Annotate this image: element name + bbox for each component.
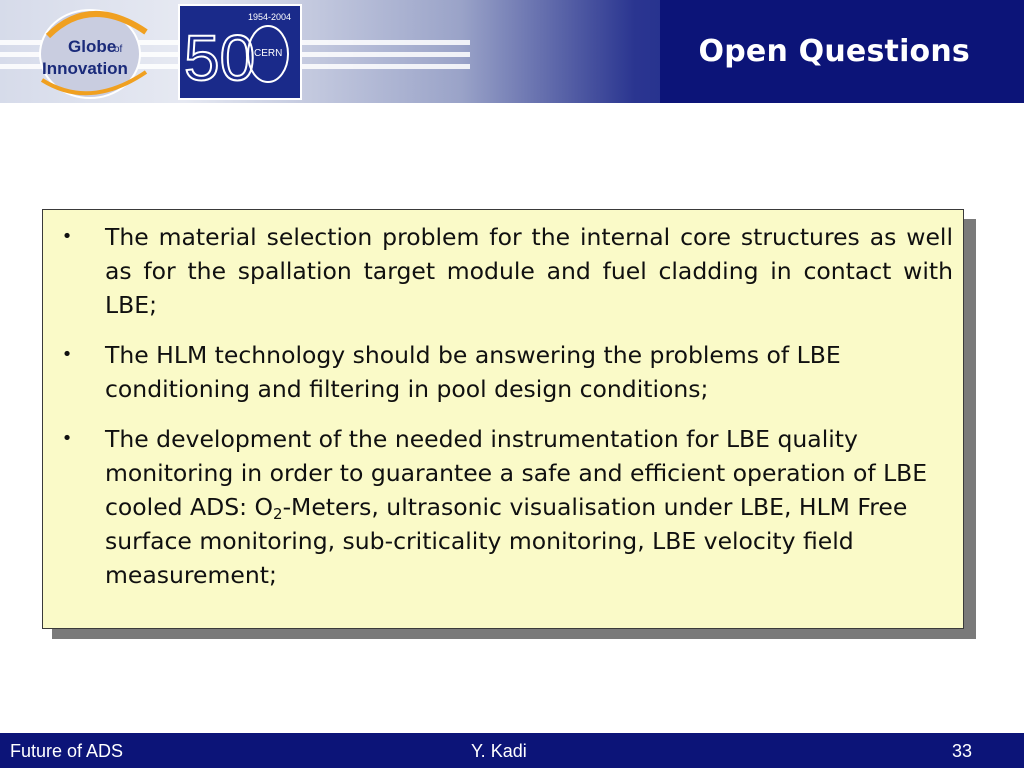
bullet-marker: •	[61, 428, 73, 449]
svg-text:Innovation: Innovation	[42, 59, 128, 78]
slide-header	[0, 0, 1024, 103]
cern-50-anniversary-logo	[178, 4, 302, 100]
page-number: 33	[951, 741, 972, 761]
slide-title: Open Questions	[698, 34, 970, 69]
bullet-marker: •	[61, 226, 73, 247]
subscript: 2	[273, 505, 283, 523]
svg-text:of: of	[114, 44, 123, 55]
footer-presentation-title: Future of ADS	[10, 741, 124, 761]
bullet-item	[57, 338, 953, 406]
bullet-text: The material selection problem for the internal core structures as well as for the spallation target module and fuel cladding in contact with LBE;	[105, 223, 953, 319]
bullet-text: The development of the needed instrumentation for LBE quality monitoring in order to guarantee a safe and efficient operation of LBE cooled ADS: O	[105, 425, 928, 521]
svg-text:CERN: CERN	[254, 48, 283, 59]
bullet-item	[57, 422, 953, 592]
footer-author: Y. Kadi	[471, 741, 527, 761]
bullet-text-continued: -Meters, ultrasonic visualisation under LBE, HLM Free surface monitoring, sub-criticality monitoring, LBE velocity field measurement;	[105, 493, 908, 589]
bullet-text: The HLM technology should be answering the problems of LBE conditioning and filtering in pool design conditions;	[105, 341, 841, 403]
globe-of-innovation-logo	[28, 2, 168, 100]
content-box	[42, 209, 964, 629]
bullet-list	[57, 220, 953, 608]
bullet-item	[57, 220, 953, 322]
svg-text:Globe: Globe	[68, 37, 117, 56]
svg-text:50: 50	[184, 22, 256, 94]
bullet-marker: •	[61, 344, 73, 365]
svg-text:1954-2004: 1954-2004	[248, 12, 292, 22]
slide-footer	[0, 733, 1024, 768]
